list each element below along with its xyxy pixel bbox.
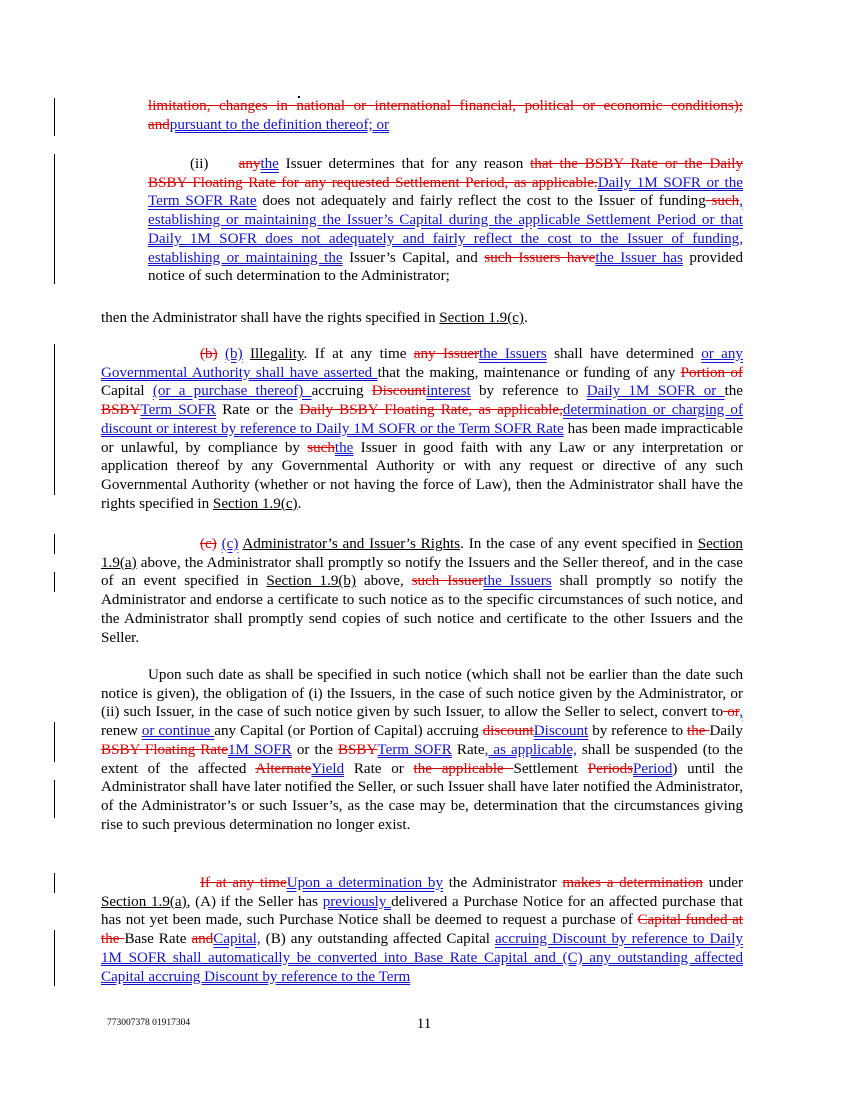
body-text: Issuer determines that for any reason — [278, 156, 531, 172]
underlined-text: Illegality — [250, 346, 304, 362]
deleted-text: Daily BSBY Floating Rate, as applicable, — [299, 402, 563, 419]
change-bar — [54, 154, 55, 284]
underlined-text: Section 1.9(a) — [101, 893, 187, 910]
body-text: shall be suspended (to the extent of the affected — [101, 741, 744, 777]
change-bar — [54, 780, 55, 818]
body-text: shall promptly so notify the Administrator and endorse a certificate to such notice as to the specific circumstances of such notice, and the Administrator shall promptly send copies of such notice and certificate to the other Issuers and the Seller. — [101, 573, 743, 646]
body-text: above, the Administrator shall promptly so notify the Issuers and the Seller thereof, and in the case of an event specified in — [101, 554, 743, 590]
deleted-text: BSBY Floating Rate — [101, 741, 228, 758]
inserted-text: Period — [633, 760, 673, 777]
deleted-text: such Issuer — [411, 573, 484, 590]
body-text: . — [523, 310, 528, 326]
body-text: that the making, maintenance or funding of any — [377, 364, 681, 381]
deleted-text: such — [705, 193, 740, 210]
document-code: 773007378 01917304 — [107, 1018, 191, 1028]
inserted-text: Daily 1M SOFR or — [586, 383, 725, 400]
body-text: under — [702, 875, 744, 891]
body-text: (B) any outstanding affected Capital — [260, 931, 495, 948]
body-text: any Capital (or Portion of Capital) accruing — [214, 723, 483, 740]
paragraph-clause-ii — [148, 155, 743, 286]
inserted-text: Discount — [533, 723, 589, 740]
body-text: Issuer in good faith with any Law or any interpretation or application thereof by any Governmental Authority or with any request or directive of any such Governmental Authority (whether or not having the force of Law), then the Administrator shall have the rights specified in — [101, 439, 743, 512]
body-text: , (A) if the Seller has — [186, 893, 323, 910]
paragraph-administrator-issuer-rights — [101, 535, 743, 647]
deleted-text: discount — [482, 723, 534, 740]
deleted-text: Portion of — [680, 364, 744, 381]
inserted-text: accruing Discount by reference to Daily 1M SOFR shall automatically be converted into Base Rate Capital and (C) any outstanding affected Capital accruing Discount by reference to the Term — [101, 931, 743, 985]
change-bar — [54, 722, 55, 762]
inserted-text: the — [260, 156, 279, 172]
inserted-text: the Issuers — [479, 346, 547, 362]
body-text: delivered a Purchase Notice for an affected purchase that has not yet been made, such Purchase Notice shall be deemed to request a purchase of — [101, 893, 743, 929]
inserted-text: or any Governmental Authority shall have asserted — [101, 346, 743, 381]
underlined-text: Section 1.9(a) — [101, 536, 743, 571]
body-text: Issuer’s Capital, and — [342, 249, 485, 266]
body-text: Rate — [451, 741, 485, 758]
inserted-text: Upon a determination by — [286, 875, 443, 891]
body-text: Capital — [101, 383, 153, 400]
deleted-text: BSBY — [101, 402, 141, 419]
deleted-text: any Issuer — [413, 346, 480, 362]
body-text: Rate or the — [216, 402, 300, 419]
inserted-text: pursuant to the definition thereof; or — [169, 116, 390, 133]
inserted-text: the Issuer has — [595, 249, 683, 266]
body-text: by reference to — [588, 723, 688, 740]
body-text: Base Rate — [124, 931, 192, 948]
deleted-text: the applicable — [413, 760, 514, 777]
deleted-text: or — [723, 704, 740, 721]
body-text: Daily — [709, 723, 743, 740]
body-text: . — [297, 495, 302, 512]
paragraph-determination — [101, 874, 743, 986]
change-bar — [54, 572, 55, 592]
deleted-text: such — [307, 439, 335, 456]
inserted-text: determination or charging of discount or interest by reference to Daily 1M SOFR or the Term SOFR Rate — [101, 402, 743, 437]
body-text: (ii) — [190, 156, 239, 172]
inserted-text: the Issuers — [483, 573, 552, 590]
deleted-text: any — [238, 156, 261, 172]
change-bar — [54, 98, 55, 136]
deleted-text: limitation, changes in national or international financial, political or economic conditions); and — [148, 98, 743, 133]
change-bar — [54, 873, 55, 893]
paragraph-administrator-rights — [101, 309, 743, 328]
inserted-text: Daily 1M SOFR or the Term SOFR Rate — [148, 174, 743, 210]
deleted-text: BSBY — [337, 741, 378, 758]
deleted-text: the — [687, 723, 710, 740]
page-number: 11 — [416, 1016, 432, 1032]
deleted-text: that the BSBY Rate or the Daily BSBY Floating Rate for any requested Settlement Period, as applicable. — [148, 156, 743, 191]
inserted-text: (b) — [225, 346, 243, 362]
body-text: then the Administrator shall have the rights specified in — [101, 310, 440, 326]
body-text: accruing — [311, 383, 372, 400]
paragraph-limitation-continuation — [148, 97, 743, 134]
body-text: above, — [356, 573, 412, 590]
inserted-text: , as applicable, — [484, 741, 577, 758]
inserted-text: , establishing or maintaining the Issuer’s Capital during the applicable Settlement Period or that Daily 1M SOFR does not adequately and fairly reflect the cost to the Issuer of funding, establishing or maintaining the — [148, 193, 743, 266]
deleted-text: Alternate — [255, 760, 312, 777]
inserted-text: Term SOFR — [140, 402, 217, 419]
inserted-text: the — [334, 439, 354, 456]
inserted-text: Term SOFR — [377, 741, 452, 758]
change-bar — [54, 344, 55, 495]
paragraph-suspension — [101, 666, 743, 834]
deleted-text: Periods — [587, 760, 633, 777]
deleted-text: (b) — [200, 346, 218, 362]
underlined-text: Section 1.9(c) — [439, 310, 524, 326]
deleted-text: makes a determination — [562, 875, 703, 891]
inserted-text: (c) — [221, 536, 239, 552]
body-text: provided notice of such determination to the Administrator; — [148, 249, 744, 285]
deleted-text: If at any time — [200, 875, 287, 891]
body-text: Rate or — [344, 760, 414, 777]
change-bar — [54, 930, 55, 986]
body-text: by reference to — [470, 383, 587, 400]
inserted-text: or continue — [141, 723, 215, 740]
underlined-text: Section 1.9(c) — [212, 495, 298, 512]
body-text: the Administrator — [443, 875, 563, 891]
body-text: does not adequately and fairly reflect the cost to the Issuer of funding — [256, 193, 706, 210]
deleted-text: Discount — [371, 383, 427, 400]
body-text: renew — [101, 723, 142, 740]
body-text: has been made impracticable or unlawful, by compliance by — [101, 420, 743, 456]
body-text — [243, 346, 250, 362]
inserted-text: previously — [322, 893, 392, 910]
body-text: or the — [291, 741, 338, 758]
body-text: Upon such date as shall be specified in such notice (which shall not be earlier than the date such notice is given), the obligation of (i) the Issuers, in the case of such notice given by the Administrator, or (ii) such Issuer, in the case of such notice given by such Issuer, to allow the Seller to select, convert to — [101, 667, 743, 721]
body-text: ) until the Administrator shall have later notified the Seller, or such Issuer shall have later notified the Administrator, of the Administrator’s or such Issuer’s, as the case may be, determination that the circumstances giving rise to such previous determination no longer exist. — [101, 760, 744, 833]
deleted-text: Capital funded at the — [101, 912, 744, 948]
body-text: the — [724, 383, 744, 400]
change-bar — [54, 534, 55, 554]
body-text: . If at any time — [303, 346, 414, 362]
underlined-text: Administrator’s and Issuer’s Rights — [242, 536, 461, 552]
underlined-text: Section 1.9(b) — [266, 573, 357, 590]
body-text: Settlement — [513, 760, 588, 777]
body-text — [218, 346, 225, 362]
inserted-text: 1M SOFR — [227, 741, 292, 758]
inserted-text: , — [739, 704, 743, 721]
paragraph-illegality — [101, 345, 743, 513]
deleted-text: (c) — [200, 536, 217, 552]
inserted-text: Yield — [311, 760, 345, 777]
inserted-text: (or a purchase thereof) — [152, 383, 312, 400]
inserted-text: interest — [426, 383, 471, 400]
deleted-text: such Issuers have — [484, 249, 596, 266]
body-text: . In the case of any event specified in — [460, 536, 698, 552]
body-text: shall have determined — [546, 346, 702, 362]
inserted-text: Capital, — [213, 931, 261, 948]
deleted-text: and — [191, 931, 214, 948]
